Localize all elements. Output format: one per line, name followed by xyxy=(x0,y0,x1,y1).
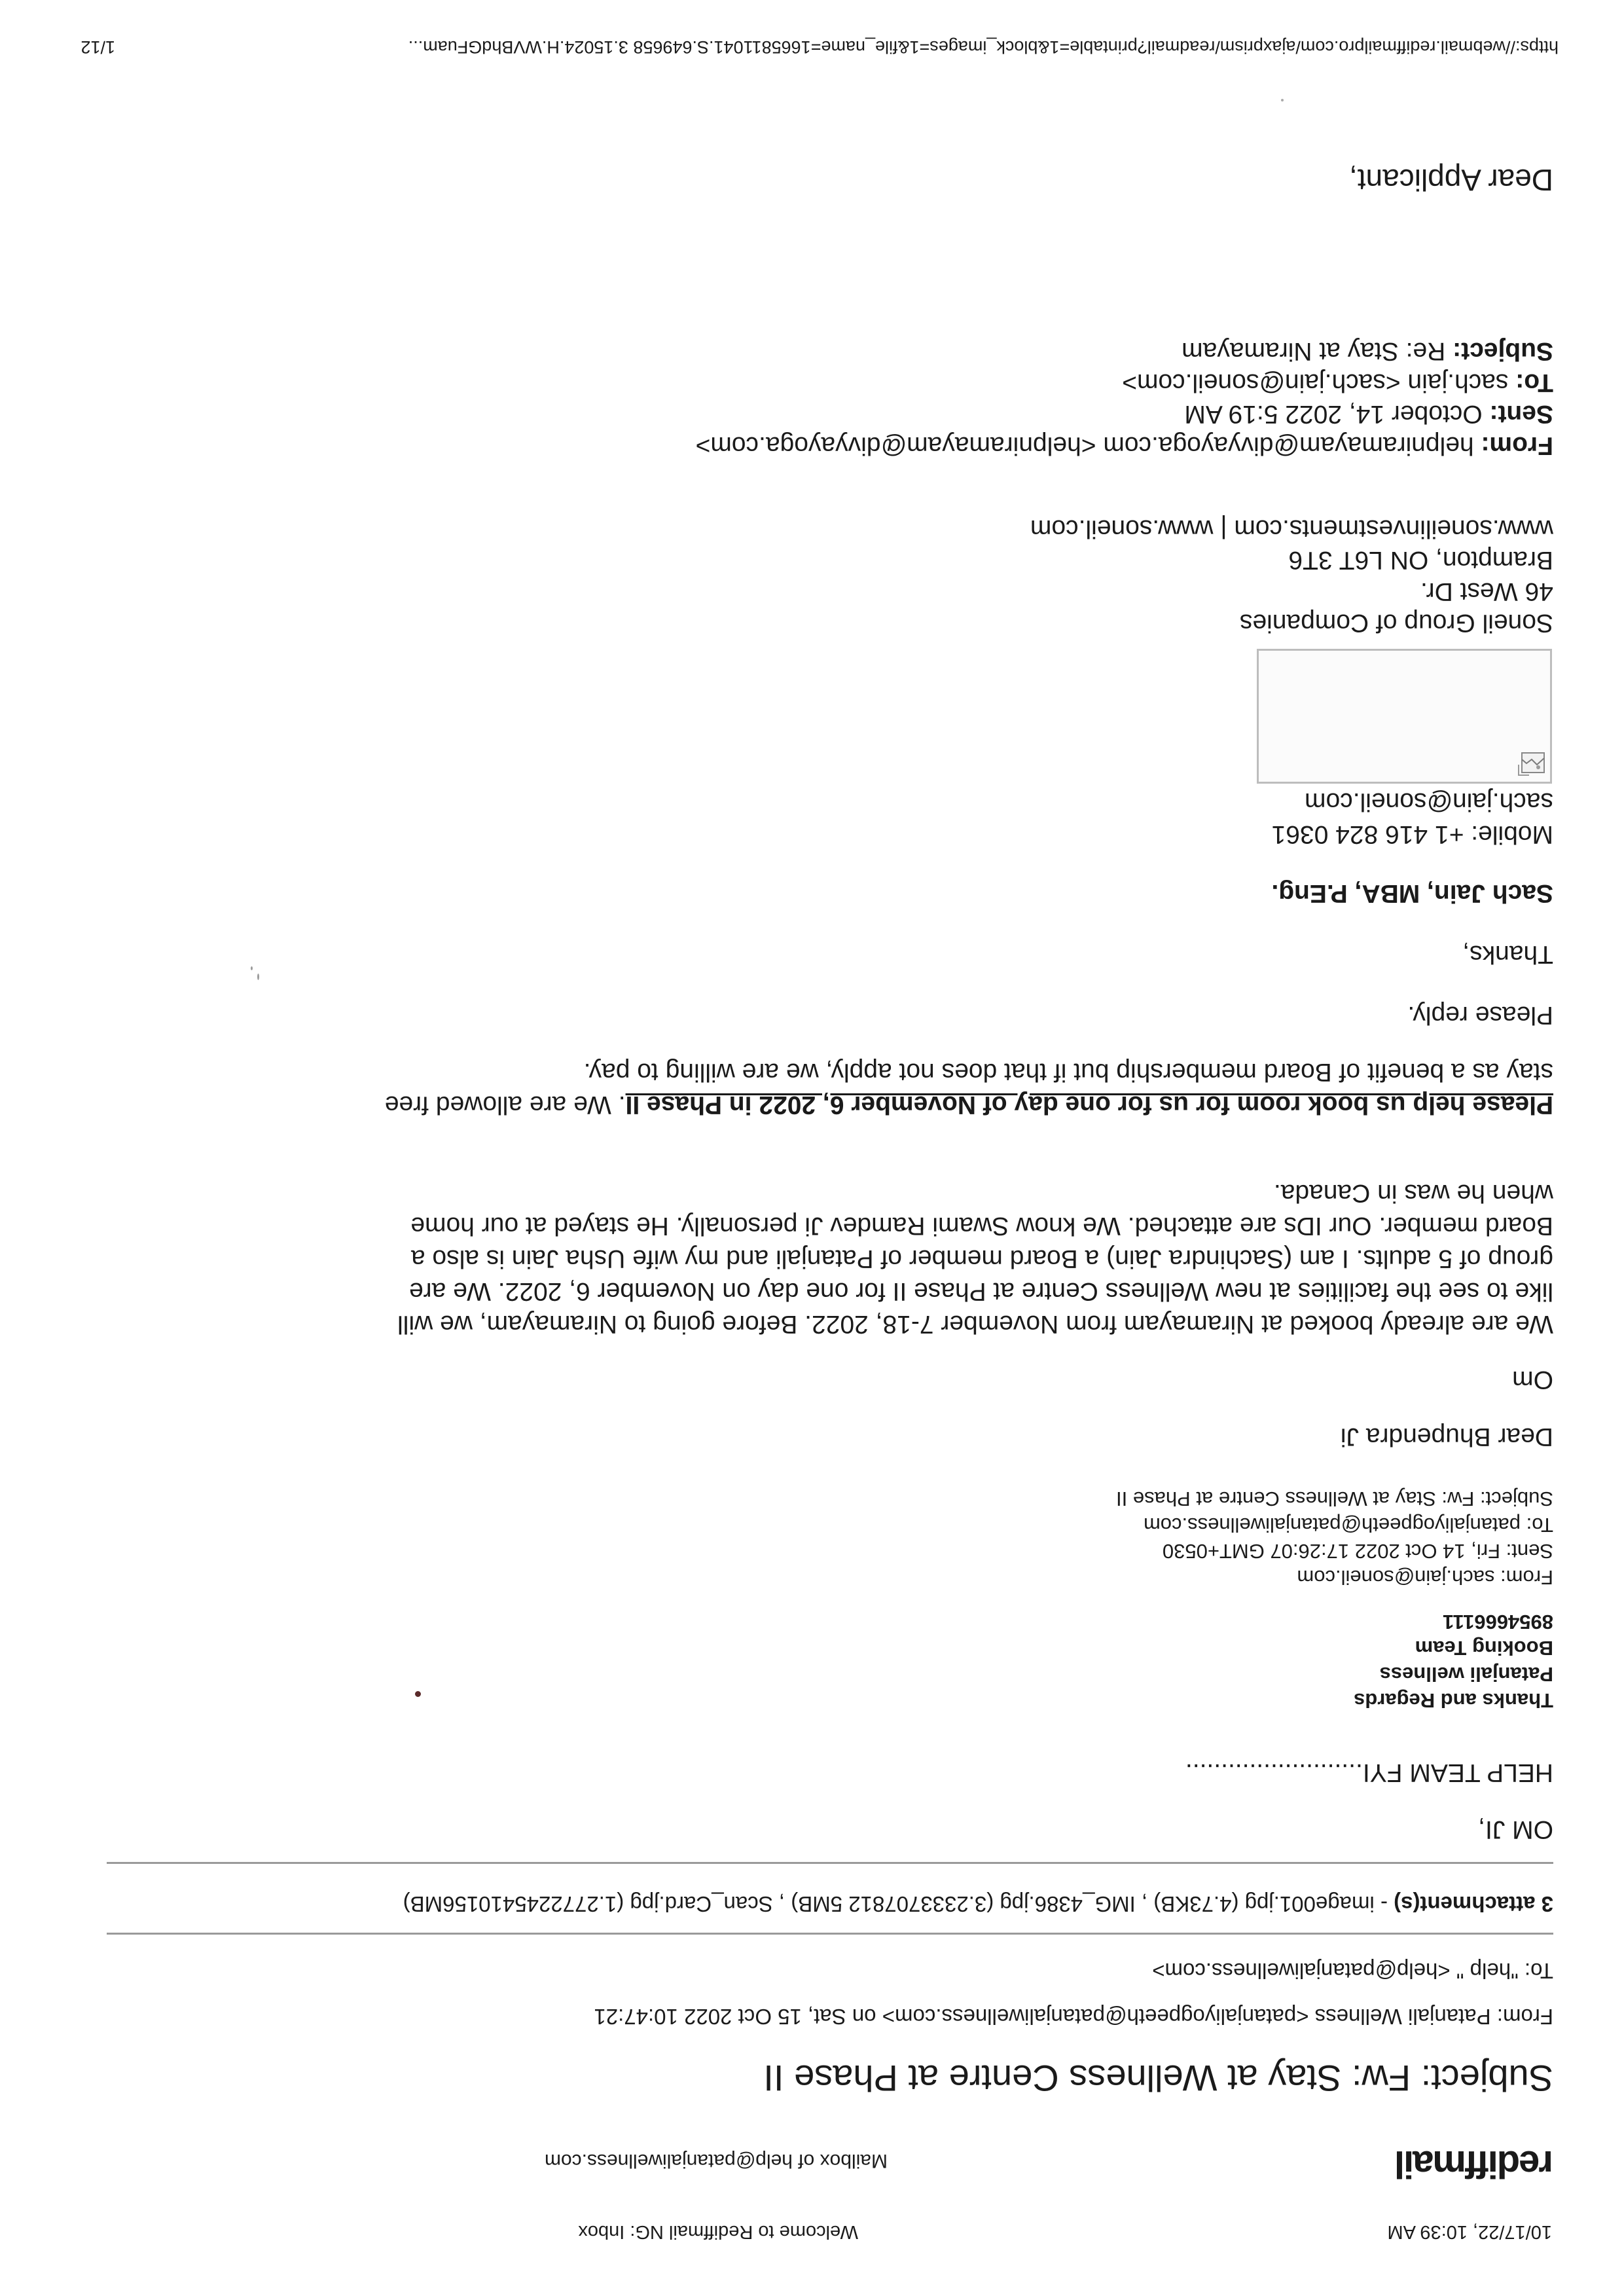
fwd-to: To: patanjaliyogpeeth@patanjaliwellness.com xyxy=(1143,1514,1553,1537)
fyi-line: HELP TEAM FYI......................... xyxy=(1185,1758,1553,1787)
attachments-count: 3 attachment(s) xyxy=(1394,1892,1553,1916)
paragraph-2-line-2: stay as a benefit of Board membership but if that does not apply, we are willing to pay. xyxy=(583,1058,1553,1086)
regards-block xyxy=(1354,1609,1553,1713)
quoted-from-value: helpniramayam@divyayoga.com <helpniramayam@divyayoga.com> xyxy=(695,431,1481,460)
scan-speck xyxy=(1281,99,1284,101)
quoted-sent-value: October 14, 2022 5:19 AM xyxy=(1184,400,1490,428)
signature-company: Soneil Group of Companies xyxy=(1239,609,1553,637)
mailbox-label: Mailbox of help@patanjaliwellness.com xyxy=(544,2150,888,2172)
om-line: Om xyxy=(1512,1366,1553,1394)
regards-line: Booking Team xyxy=(1415,1637,1553,1660)
fwd-subject: Subject: Fw: Stay at Wellness Centre at Phase II xyxy=(1116,1487,1553,1510)
signature-name: Sach Jain, MBA, P.Eng. xyxy=(1271,879,1553,907)
scan-speck xyxy=(257,974,259,980)
regards-line: Patanjali wellness xyxy=(1379,1663,1553,1686)
paragraph-2-rest: . We are allowed free xyxy=(384,1091,626,1119)
attachments-list[interactable]: - image001.jpg (4.73KB) , IMG_4386.jpg (3.2333707812 5MB) , Scan_Card.jpg (1.2772245410156MB) xyxy=(403,1892,1394,1916)
print-page-title: Welcome to Rediffmail NG: Inbox xyxy=(578,2221,858,2242)
rediffmail-logo: rediffmail xyxy=(1395,2143,1553,2185)
signature-mobile: Mobile: +1 416 824 0361 xyxy=(1271,820,1553,848)
dear-applicant: Dear Applicant, xyxy=(1349,163,1553,197)
print-page-number: 1/12 xyxy=(81,37,115,57)
email-subject: Subject: Fw: Stay at Wellness Centre at Phase II xyxy=(763,2058,1553,2099)
paragraph-line: We are already booked at Niramayam from November 7-18, 2022. Before going to Niramayam, we will xyxy=(397,1310,1553,1338)
paragraph-line: group of 5 adults. I am (Sachindra Jain) a Board member of Patanjali and my wife Usha Jain is also a xyxy=(410,1245,1553,1273)
signature-address-1: 46 West Dr. xyxy=(1420,577,1553,606)
regards-line: Thanks and Regards xyxy=(1354,1689,1553,1712)
paragraph-line: when he was in Canada. xyxy=(1273,1179,1553,1207)
quoted-from-label: From: xyxy=(1481,431,1553,460)
forward-header xyxy=(1116,1485,1553,1590)
salutation: Dear Bhupendra Ji xyxy=(1340,1423,1553,1451)
quoted-to-label: To: xyxy=(1515,369,1553,397)
fwd-sent: Sent: Fri, 14 Oct 2022 17:26:07 GMT+0530 xyxy=(1162,1540,1553,1563)
signature-logo-placeholder xyxy=(1257,649,1552,784)
quoted-subject-value: Re: Stay at Niramayam xyxy=(1182,337,1453,365)
paragraph-line: Board member. Our IDs are attached. We know Swami Ramdev Ji personally. He stayed at our home xyxy=(410,1212,1553,1240)
signature-company-block xyxy=(1030,513,1553,638)
email-from: From: Patanjali Wellness <patanjaliyogpeeth@patanjaliwellness.com> on Sat, 15 Oct 2022 10:47:21 xyxy=(594,2005,1553,2029)
regards-line: 8954666111 xyxy=(1443,1611,1553,1633)
quoted-subject-label: Subject: xyxy=(1453,337,1553,365)
paragraph-2 xyxy=(277,1055,1553,1121)
divider-bottom xyxy=(107,1862,1553,1864)
please-reply: Please reply. xyxy=(1407,1001,1553,1029)
scan-speck xyxy=(251,966,253,970)
email-to: To: "help " <help@patanjaliwellness.com> xyxy=(1152,1959,1553,1983)
signature-websites[interactable]: www.soneilinvestments.com | www.soneil.com xyxy=(1030,515,1553,543)
divider-top xyxy=(107,1933,1553,1935)
greeting: OM JI, xyxy=(1478,1815,1553,1844)
quoted-sent-label: Sent: xyxy=(1489,400,1553,428)
attachments-line xyxy=(403,1891,1553,1916)
scan-speck xyxy=(415,1691,421,1697)
broken-image-icon xyxy=(1516,748,1546,778)
booking-request: Please help us book room for us for one day of November 6, 2022 in Phase II xyxy=(625,1091,1553,1119)
signature-address-2: Brampton, ON L6T 3T6 xyxy=(1288,546,1553,574)
thanks: Thanks, xyxy=(1462,940,1553,968)
signature-email[interactable]: sach.jain@soneil.com xyxy=(1305,788,1553,816)
paragraph-1 xyxy=(277,1176,1553,1340)
fwd-from: From: sach.jain@soneil.com xyxy=(1297,1566,1553,1589)
print-url: https://webmail.rediffmailpro.com/ajaxprism/readmail?printable=1&block_images=1&file_name=1665811041.S.649658 3.15024.H.WVBhdGFuam... xyxy=(408,37,1559,57)
quoted-to-value: sach.jain <sach.jain@soneil.com> xyxy=(1122,369,1516,397)
paragraph-line: like to see the facilities at new Wellness Centre at Phase II for one day on November 6, 2022. We are xyxy=(409,1277,1553,1305)
quoted-header xyxy=(696,335,1553,461)
print-datetime: 10/17/22, 10:39 AM xyxy=(1387,2221,1552,2242)
